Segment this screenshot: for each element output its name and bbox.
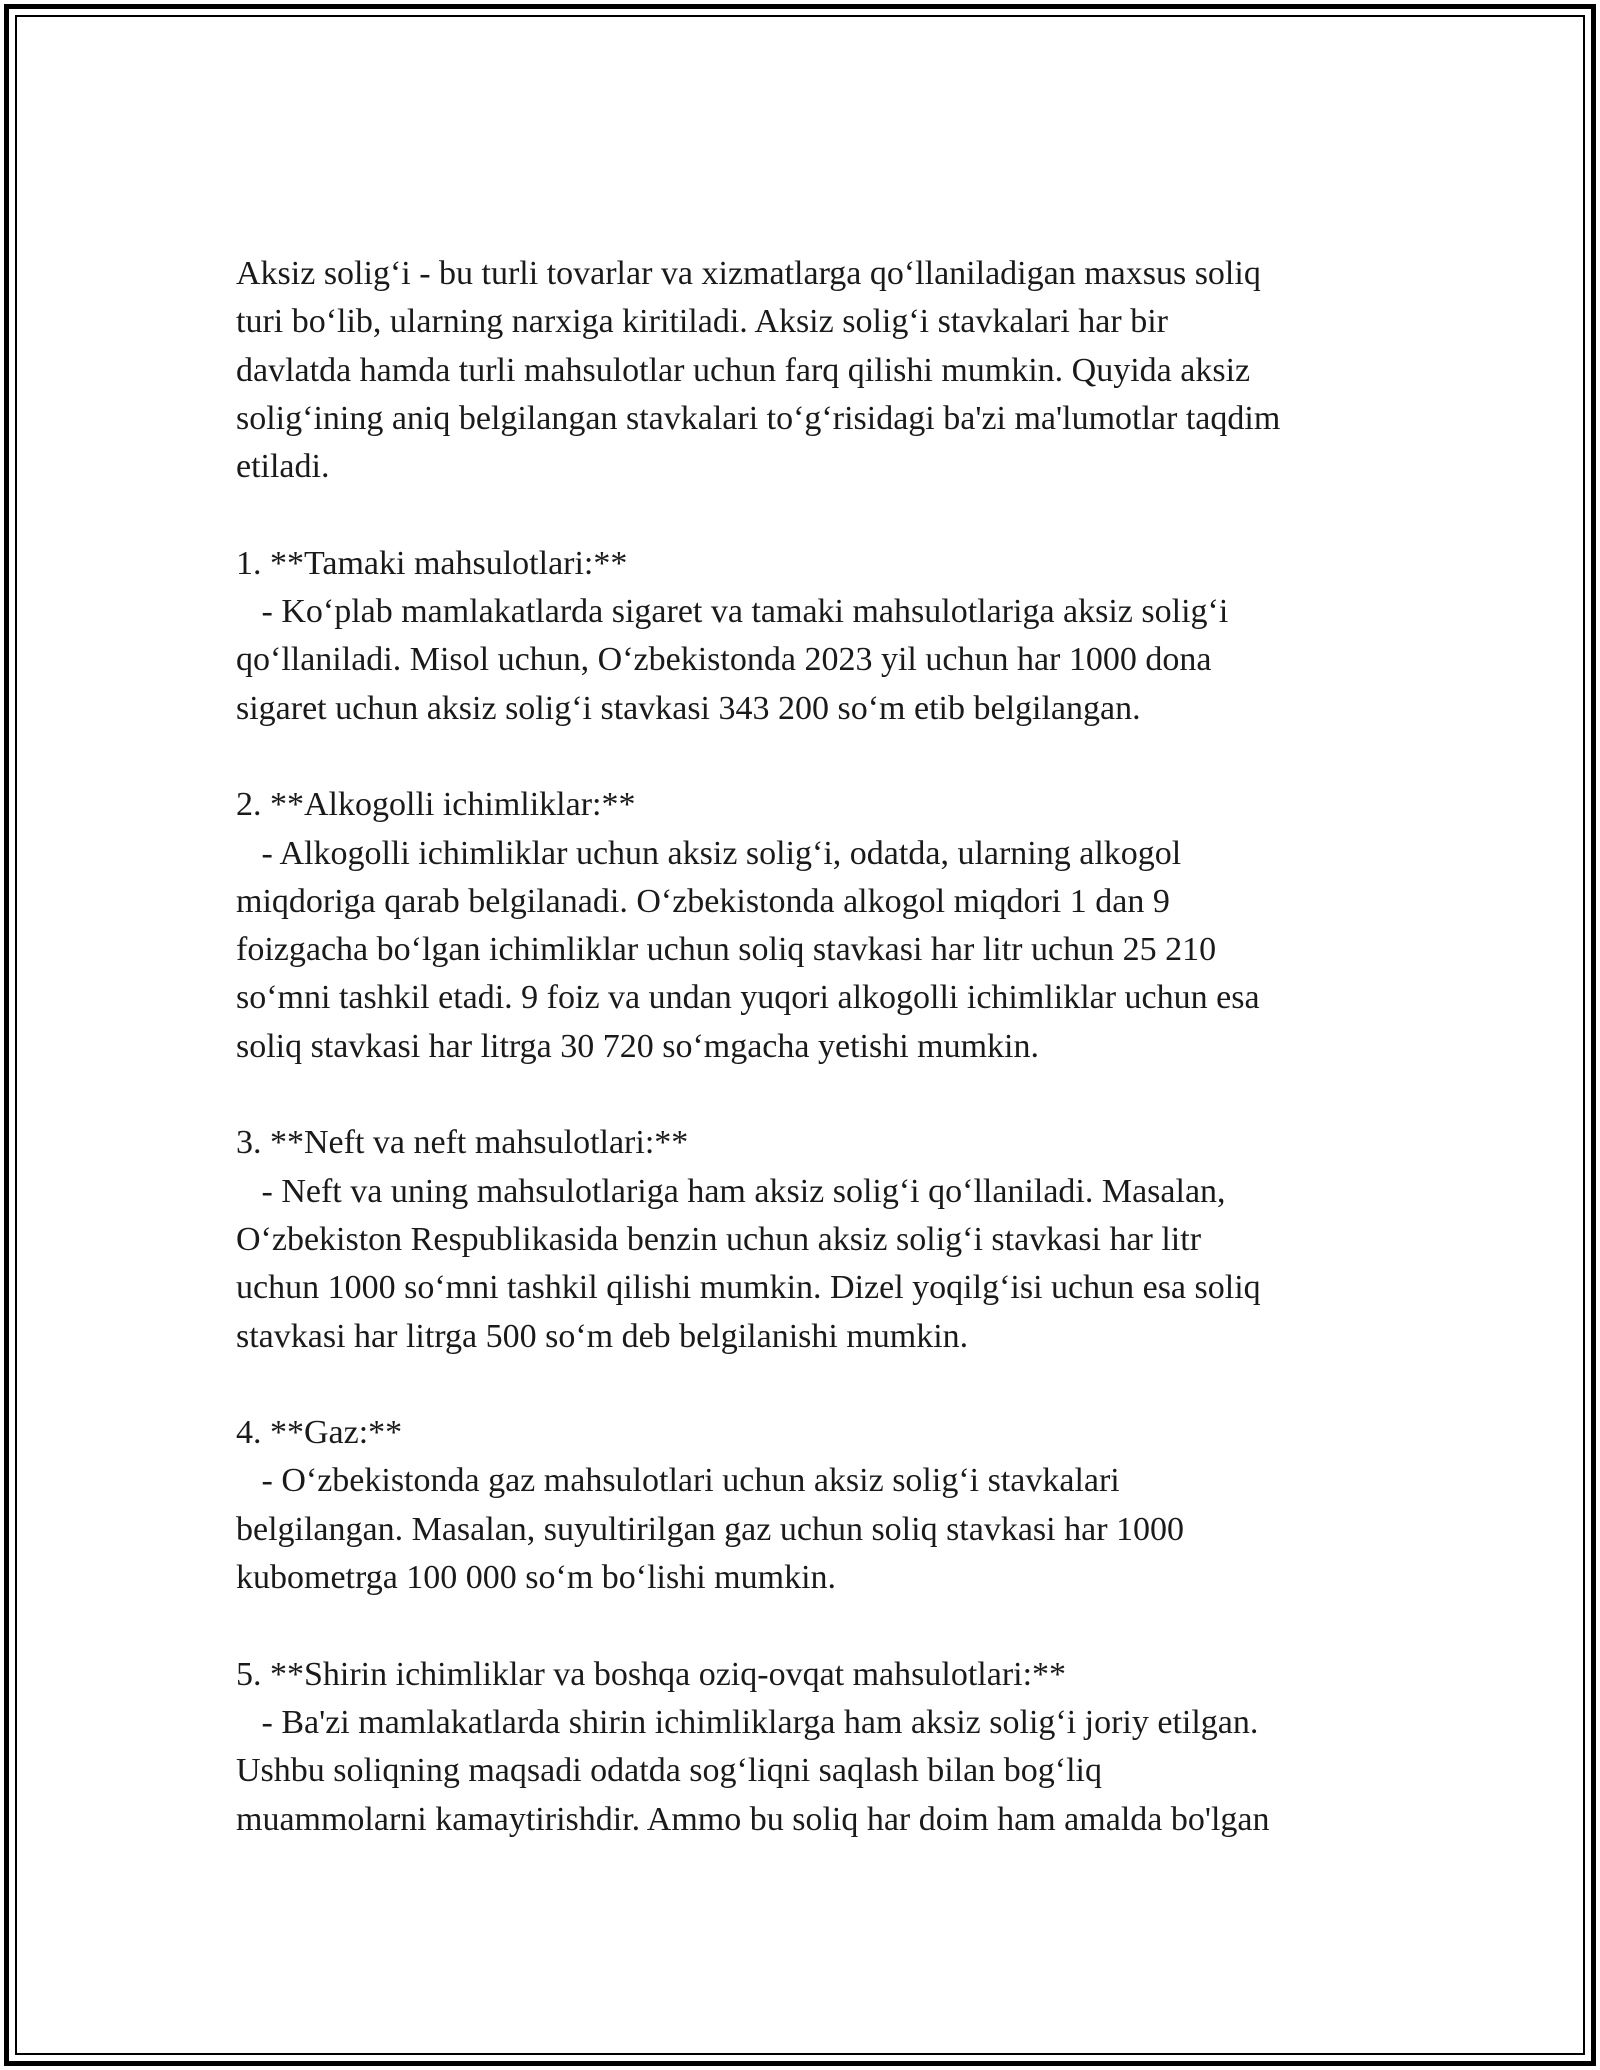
text-line: belgilangan. Masalan, suyultirilgan gaz uchun soliq stavkasi har 1000	[236, 1510, 1185, 1548]
text-line: Ushbu soliqning maqsadi odatda sog‘liqni saqlash bilan bog‘liq	[236, 1752, 1102, 1790]
text-line: - Ba'zi mamlakatlarda shirin ichimliklarga ham aksiz solig‘i joriy etilgan.	[236, 1703, 1259, 1741]
text-line: davlatda hamda turli mahsulotlar uchun farq qilishi mumkin. Quyida aksiz	[236, 351, 1251, 389]
section-heading: 2. **Alkogolli ichimliklar:**	[236, 786, 636, 824]
text-line: - Neft va uning mahsulotlariga ham aksiz solig‘i qo‘llaniladi. Masalan,	[236, 1172, 1226, 1210]
document-body	[236, 250, 1376, 1844]
text-line: solig‘ining aniq belgilangan stavkalari to‘g‘risidagi ba'zi ma'lumotlar taqdim	[236, 399, 1281, 437]
intro-paragraph	[236, 250, 1376, 491]
section-heading: 3. **Neft va neft mahsulotlari:**	[236, 1124, 689, 1162]
text-line: turi bo‘lib, ularning narxiga kiritiladi. Aksiz solig‘i stavkalari har bir	[236, 303, 1168, 341]
text-line: - O‘zbekistonda gaz mahsulotlari uchun aksiz solig‘i stavkalari	[236, 1462, 1120, 1500]
text-line: miqdoriga qarab belgilanadi. O‘zbekistonda alkogol miqdori 1 dan 9	[236, 882, 1170, 920]
text-line: qo‘llaniladi. Misol uchun, O‘zbekistonda 2023 yil uchun har 1000 dona	[236, 641, 1212, 679]
text-line: stavkasi har litrga 500 so‘m deb belgilanishi mumkin.	[236, 1317, 969, 1355]
text-line: - Alkogolli ichimliklar uchun aksiz solig‘i, odatda, ularning alkogol	[236, 834, 1182, 872]
text-line: kubometrga 100 000 so‘m bo‘lishi mumkin.	[236, 1559, 837, 1597]
section-sweet-drinks	[236, 1651, 1376, 1844]
text-line: O‘zbekiston Respublikasida benzin uchun aksiz solig‘i stavkasi har litr	[236, 1220, 1202, 1258]
section-heading: 4. **Gaz:**	[236, 1414, 403, 1452]
section-gas	[236, 1409, 1376, 1602]
text-line: sigaret uchun aksiz solig‘i stavkasi 343 200 so‘m etib belgilangan.	[236, 689, 1141, 727]
section-oil	[236, 1119, 1376, 1360]
section-heading: 1. **Tamaki mahsulotlari:**	[236, 544, 628, 582]
text-line: Aksiz solig‘i - bu turli tovarlar va xizmatlarga qo‘llaniladigan maxsus soliq	[236, 255, 1261, 292]
text-line: uchun 1000 so‘mni tashkil qilishi mumkin. Dizel yoqilg‘isi uchun esa soliq	[236, 1269, 1261, 1307]
text-line: - Ko‘plab mamlakatlarda sigaret va tamaki mahsulotlariga aksiz solig‘i	[236, 593, 1229, 631]
section-heading: 5. **Shirin ichimliklar va boshqa oziq-ovqat mahsulotlari:**	[236, 1655, 1067, 1693]
text-line: muammolarni kamaytirishdir. Ammo bu soliq har doim ham amalda bo'lgan	[236, 1800, 1270, 1838]
text-line: foizgacha bo‘lgan ichimliklar uchun soliq stavkasi har litr uchun 25 210	[236, 931, 1217, 969]
section-alcohol	[236, 781, 1376, 1071]
text-line: soliq stavkasi har litrga 30 720 so‘mgacha yetishi mumkin.	[236, 1027, 1039, 1065]
text-line: etiladi.	[236, 448, 330, 486]
text-line: so‘mni tashkil etadi. 9 foiz va undan yuqori alkogolli ichimliklar uchun esa	[236, 979, 1260, 1017]
section-tobacco	[236, 540, 1376, 733]
